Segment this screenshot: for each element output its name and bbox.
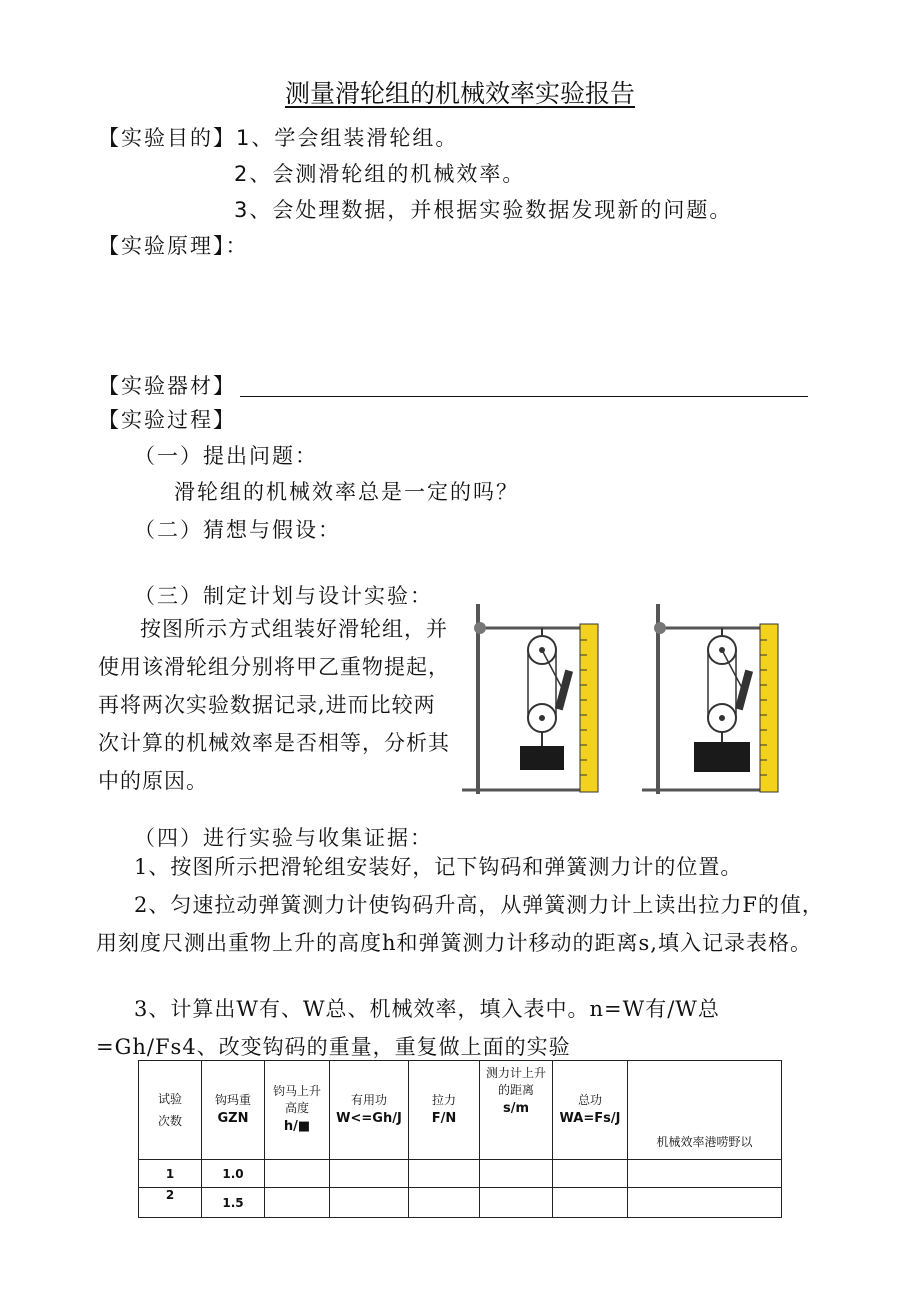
header-distance: 测力计上升的距离 s/m xyxy=(480,1061,553,1160)
table-row xyxy=(139,1188,782,1218)
objective-item-1: 1、学会组装滑轮组。 xyxy=(236,126,459,150)
header-height: 钧马上升高度 h/■ xyxy=(265,1061,330,1160)
cell-empty xyxy=(480,1160,553,1188)
header-pull-force: 拉力 F/N xyxy=(409,1061,480,1160)
header-trial: 试验次数 xyxy=(139,1061,202,1160)
cell-empty xyxy=(480,1188,553,1218)
pulley-figures xyxy=(458,600,794,796)
objective-row xyxy=(98,122,458,152)
objective-item-3: 3、会处理数据，并根据实验数据发现新的问题。 xyxy=(234,198,733,222)
cell-empty xyxy=(628,1160,782,1188)
objective-label: 【实验目的】 xyxy=(98,126,236,150)
equipment-row xyxy=(98,370,808,400)
cell-empty xyxy=(553,1188,628,1218)
objective-item-2: 2、会测滑轮组的机械效率。 xyxy=(234,162,526,186)
process-label: 【实验过程】 xyxy=(98,408,236,432)
cell-empty xyxy=(409,1160,480,1188)
step2-title: （二）猜想与假设： xyxy=(134,518,341,542)
cell-empty xyxy=(265,1188,330,1218)
cell-trial: 2 xyxy=(139,1188,202,1218)
cell-empty xyxy=(409,1188,480,1218)
cell-weight: 1.5 xyxy=(202,1188,265,1218)
cell-trial: 1 xyxy=(139,1160,202,1188)
principle-label: 【实验原理】： xyxy=(98,234,249,258)
table-row xyxy=(139,1160,782,1188)
cell-empty xyxy=(330,1160,409,1188)
step1-title: （一）提出问题： xyxy=(134,444,318,468)
header-efficiency: 机械效率港唠野以 xyxy=(628,1061,782,1160)
cell-empty xyxy=(265,1160,330,1188)
header-weight: 钩玛重 GZN xyxy=(202,1061,265,1160)
equipment-blank-line xyxy=(240,376,808,397)
step4-item2: 2、匀速拉动弹簧测力计使钩码升高，从弹簧测力计上读出拉力F的值，用刻度尺测出重物上升的高度h和弹簧测力计移动的距离s,填入记录表格。 xyxy=(96,893,824,955)
cell-empty xyxy=(330,1188,409,1218)
cell-empty xyxy=(628,1188,782,1218)
table-header-row xyxy=(139,1061,782,1160)
step3-text: 按图所示方式组装好滑轮组，并使用该滑轮组分别将甲乙重物提起，再将两次实验数据记录,进而比较两次计算的机械效率是否相等，分析其中的原因。 xyxy=(98,617,450,793)
cell-empty xyxy=(553,1160,628,1188)
data-table xyxy=(138,1060,782,1218)
header-useful-work: 有用功 W<=Gh/J xyxy=(330,1061,409,1160)
step1-question: 滑轮组的机械效率总是一定的吗？ xyxy=(174,480,519,504)
cell-weight: 1.0 xyxy=(202,1160,265,1188)
pulley-figure-b xyxy=(642,604,778,794)
step4-title: （四）进行实验与收集证据： xyxy=(134,826,433,850)
header-total-work: 总功 WA=Fs/J xyxy=(553,1061,628,1160)
step3-title: （三）制定计划与设计实验： xyxy=(134,584,433,608)
equipment-label: 【实验器材】 xyxy=(98,374,236,398)
pulley-figure-a xyxy=(462,604,598,794)
step4-item3: 3、计算出W有、W总、机械效率，填入表中。n=W有/W总=Gh/Fs4、改变钩码的重量，重复做上面的实验 xyxy=(96,997,720,1059)
step4-item1: 1、按图所示把滑轮组安装好，记下钩码和弹簧测力计的位置。 xyxy=(134,855,743,879)
page-title: 测量滑轮组的机械效率实验报告 xyxy=(284,79,635,108)
